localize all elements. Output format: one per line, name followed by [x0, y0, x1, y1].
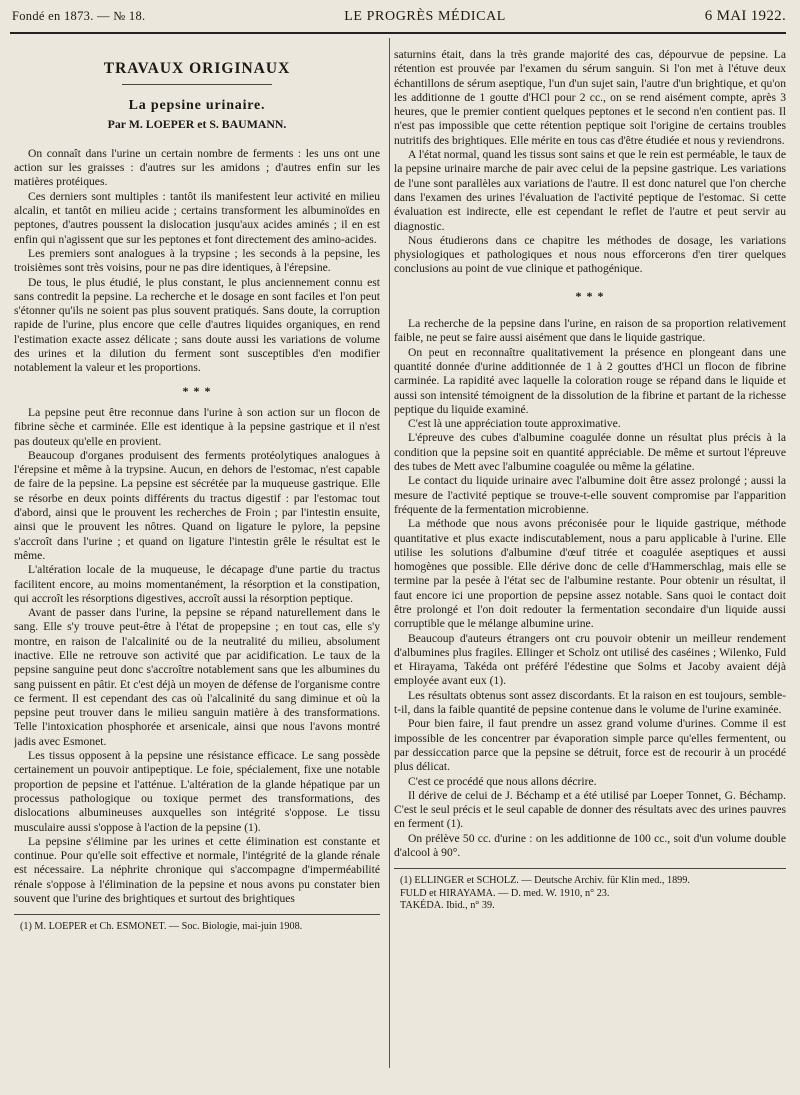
- footnote: TAKÉDA. Ibid., n° 39.: [400, 900, 495, 912]
- article-title: La pepsine urinaire.: [128, 98, 266, 114]
- paragraph: La recherche de la pepsine dans l'urine, en raison de sa proportion relativement faible, ne peut se faire aussi aisément que dans le liquide gastrique.: [394, 317, 786, 345]
- section-rule: [122, 84, 272, 85]
- paragraph: L'épreuve des cubes d'albumine coagulée donne un résultat plus précis à la condition que la pepsine soit en quantité appréciable. De même et surtout l'épreuve des tubes de Mett avec l'albumine coagulée ou même la gélatine.: [394, 431, 786, 474]
- header-rule: [10, 32, 786, 34]
- paragraph: La pepsine s'élimine par les urines et cette élimination est constante et continue. Pour qu'elle soit effective et normale, l'intégrité de la glande rénale est nécessaire. La néphrite chronique qui s'accompagne d'imperméabilité rénale s'oppose à l'élimination de la pepsine et nous avons pu constater bien souvent que l'urine des brightiques et surtout des brightiques: [14, 834, 380, 906]
- paragraph: Il dérive de celui de J. Béchamp et a été utilisé par Loeper Tonnet, G. Béchamp. C'est le seul précis et le seul capable de donner des résultats avec des urines pauvres en ferment (1).: [394, 788, 786, 831]
- issue-date: 6 MAI 1922.: [704, 8, 786, 24]
- paragraph: Le contact du liquide urinaire avec l'albumine doit être assez prolongé ; aussi la mesure de l'activité peptique se trouve-t-elle souvent compromise par l'apparition fréquente de la fermentation microbienne.: [394, 474, 786, 516]
- paragraph: Beaucoup d'organes produisent des ferments protéolytiques analogues à l'érepsine et même à la trypsine. Aucun, en dehors de l'estomac, n'est capable de faire de la pepsine. La pepsine est sécrétée par la muqueuse gastrique. Elle se résorbe en deux points différents du tractus digestif : par l'estomac tout d'abord, ainsi que le prouvent les recherches de Froin ; par l'intestin ensuite, ainsi que le prouvent les nôtres. Quand on ligature le pylore, la pepsine s'accroît dans l'urine ; et quand on ligature l'intestin grêle le résultat est le même.: [14, 448, 380, 562]
- footnote: (1) ELLINGER et SCHOLZ. — Deutsche Archiv. für Klin med., 1899.: [400, 875, 690, 887]
- journal-title: LE PROGRÈS MÉDICAL: [344, 9, 506, 24]
- paragraph: La pepsine peut être reconnue dans l'urine à son action sur un flocon de fibrine sèche et carminée. Elle est identique à la pepsine gastrique et il n'est pas douteux qu'elle en provient.: [14, 405, 380, 448]
- paragraph: saturnins était, dans la très grande majorité des cas, dépourvue de pepsine. La rétention est prouvée par l'examen du sérum sanguin. Si l'on met à l'étuve deux échantillons de sérum aseptique, l'un d'un sujet sain, l'autre d'un brightique, et qu'on les additionne de 1 goutte d'HCl pour 2 cc., on se rend aisément compte, après 3 heures, que le premier contient quelques peptones et le second n'en contient pas. Il n'est pas impossible que cette rétention peptique soit l'origine de certains troubles nutritifs des brightiques. Elle mérite en tous cas d'être étudiée et nous y reviendrons.: [394, 48, 786, 147]
- paragraph: Nous étudierons dans ce chapitre les méthodes de dosage, les variations physiologiques et pathologiques et nous nous efforcerons d'en tirer quelques conclusions au point de vue clinique et pathogénique.: [394, 233, 786, 276]
- page-header: [12, 8, 786, 30]
- paragraph: On prélève 50 cc. d'urine : on les additionne de 100 cc., soit d'un volume double d'alcool à 90°.: [394, 831, 786, 860]
- paragraph: Beaucoup d'auteurs étrangers ont cru pouvoir obtenir un meilleur rendement d'albumines plus fragiles. Ellinger et Scholz ont utilisé des caséines ; Wilenko, Fuld et Hirayama, Takéda ont préféré l'édestine que Solms et Jacoby avaient déjà employée avant eux (1).: [394, 631, 786, 688]
- section-title: TRAVAUX ORIGINAUX: [103, 60, 291, 77]
- footnote: FULD et HIRAYAMA. — D. med. W. 1910, n° 23.: [400, 887, 610, 899]
- paragraph: La méthode que nous avons préconisée pour le liquide gastrique, méthode quantitative et plus exacte indiscutablement, nous a paru applicable à l'urine. Elle utilise les solutions d'albumine d'œuf titrée et coagulée aseptiques et aussi homogènes que possible. Elle dérive donc de celle d'Hammerschlag, mais elle se termine par la pesée à l'état sec de l'albumine restante. Pour obtenir un résultat, il faut encore ici une proportion de pepsine assez notable. Sans quoi le contact doit être prolongé et l'on doit redouter la fermentation secondaire d'un liquide aussi corruptible que le mélange albumine urine.: [394, 517, 786, 631]
- footnote-rule: [394, 868, 786, 869]
- paragraph: On connaît dans l'urine un certain nombre de ferments : les uns ont une action sur les graisses : d'autres sur les amidons ; d'autres enfin sur les matières protéiques.: [14, 146, 380, 189]
- asterism: * * *: [182, 383, 212, 398]
- paragraph: C'est ce procédé que nous allons décrire.: [408, 774, 597, 788]
- paragraph: Ces derniers sont multiples : tantôt ils manifestent leur activité en milieu alcalin, et tantôt en milieu acide ; certains transforment les albuminoïdes en peptones, d'autres poussent la dislocation jusqu'aux acides aminés ; il en est enfin qui n'agissent que sur les peptones et font directement des amino-acides.: [14, 189, 380, 246]
- paragraph: C'est là une appréciation toute approximative.: [408, 417, 621, 431]
- article-authors: Par M. LOEPER et S. BAUMANN.: [107, 116, 287, 131]
- paragraph: Les premiers sont analogues à la trypsine ; les seconds à la pepsine, les troisièmes sont très voisins, pour ne pas dire identiques, à l'érepsine.: [14, 246, 380, 275]
- paragraph: On peut en reconnaître qualitativement la présence en plongeant dans une quantité donnée d'urine additionnée de 1 à 2 gouttes d'HCl un flocon de fibrine carminée. La rapidité avec laquelle la coloration rouge se répand dans le liquide et aussi son intensité témoignent de la dissolution de la fibrine et partant de la richesse peptique du liquide examiné.: [394, 345, 786, 416]
- column-divider: [389, 38, 390, 1068]
- paragraph: Les tissus opposent à la pepsine une résistance efficace. Le sang possède certainement un pouvoir antipeptique. Le foie, spécialement, fixe une notable proportion de pepsine et l'atténue. L'altération de la glande hépatique par un processus pathologique ou toxique permet des transformations, des dislocations albumineuses auxquelles son intégrité s'oppose. Le tissu musculaire aussi s'oppose à l'action de la pepsine (1).: [14, 749, 380, 834]
- left-column: [14, 38, 380, 1065]
- footnote-rule: [14, 914, 380, 915]
- paragraph: Avant de passer dans l'urine, la pepsine se répand naturellement dans le sang. Elle s'y trouve peut-être à l'état de propepsine ; en tout cas, elle s'y montre, en raison de l'alcalinité ou de la neutralité du milieu, absolument inactive. Elle ne retrouve son activité que par acidification. Le taux de la pepsine sanguine peut donc s'accroître notablement sans que les albumines du sang puissent en pâtir. Et c'est déjà un moyen de défense de l'organisme contre ce ferment. Il est cependant des cas où l'alcalinité du sang diminue et où la pepsine peut trouver dans le milieu sanguin matière à des transformations. Telle l'intoxication phosphorée et arsenicale, ainsi que nous l'avons montré jadis avec Esmonet.: [14, 606, 380, 748]
- paragraph: Pour bien faire, il faut prendre un assez grand volume d'urines. Comme il est impossible de les concentrer par évaporation simple parce qu'elles fermentent, ou par dessiccation parce que la pepsine se détruit, force est de recourir à un procédé plus délicat.: [394, 717, 786, 774]
- right-column: [394, 48, 786, 1065]
- paragraph: Les résultats obtenus sont assez discordants. Et la raison en est toujours, semble-t-il, dans la faible quantité de pepsine contenue dans le volume de l'urine examinée.: [394, 688, 786, 717]
- paragraph: L'altération locale de la muqueuse, le décapage d'une partie du tractus facilitent encore, au moins momentanément, la résorption et la constipation, qui accroît les résorptions digestives, accroît aussi la résorption peptique.: [14, 563, 380, 605]
- paragraph: De tous, le plus étudié, le plus constant, le plus anciennement connu est sans contredit la pepsine. La recherche et le dosage en sont faciles et l'on peut s'étonner qu'ils ne soient pas plus souvent pratiqués. Sans doute, la corruption rapide de l'urine, plus encore que celle d'autres liquides organiques, en rend l'estimation exacte assez délicate ; sans doute aussi les variations de volume des urines et la dilution du ferment sont susceptibles d'en modifier notablement la valeur et les proportions.: [14, 275, 380, 375]
- founded-issue: Fondé en 1873. — № 18.: [12, 9, 146, 23]
- paragraph: A l'état normal, quand les tissus sont sains et que le rein est perméable, le taux de la pepsine urinaire marche de pair avec celui de la pepsine gastrique. Les variations de l'une sont parallèles aux variations de l'autre. Il est donc naturel que l'on cherche dans l'examen des urines l'évaluation de l'activité peptique de l'estomac. Si cette évaluation est indirecte, elle est cependant le reflet de l'autre et peut servir au diagnostic.: [394, 148, 786, 233]
- asterism: * * *: [575, 288, 605, 303]
- footnote: (1) M. LOEPER et Ch. ESMONET. — Soc. Biologie, mai-juin 1908.: [20, 921, 303, 933]
